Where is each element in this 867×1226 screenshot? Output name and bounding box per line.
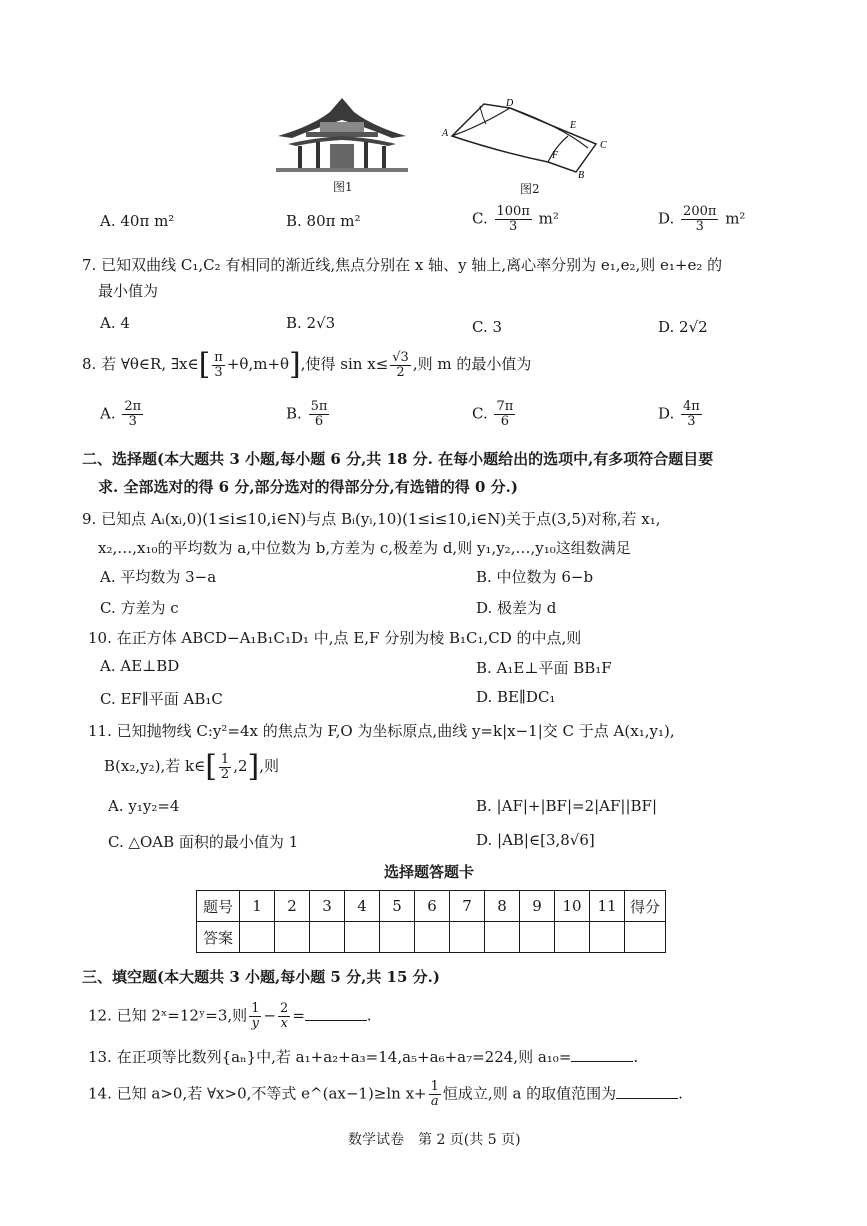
q9-option-c: C. 方差为 c — [100, 599, 179, 617]
q8-c-num: 7π — [496, 399, 514, 414]
answer-card-number: 3 — [310, 891, 345, 922]
q8-suffix2: ,则 m 的最小值为 — [412, 355, 532, 373]
q8-sqrt-num: √3 — [392, 349, 409, 365]
q6-c-fraction — [495, 205, 532, 234]
score-cell[interactable] — [625, 922, 666, 953]
q8-b-num: 5π — [310, 399, 328, 414]
q6-c-num: 100π — [496, 204, 530, 219]
q14-answer-blank[interactable] — [616, 1084, 678, 1099]
q6-c-den: 3 — [509, 219, 518, 234]
q11-option-a: A. y₁y₂=4 — [108, 797, 180, 815]
q6-d-num: 200π — [683, 204, 717, 219]
answer-card-row2-head: 答案 — [197, 922, 240, 953]
answer-cell[interactable] — [310, 922, 345, 953]
fig2-label-f: F — [552, 150, 559, 161]
q14-pre: 14. 已知 a>0,若 ∀x>0,不等式 e^(ax−1)≥ln x+ — [88, 1084, 427, 1103]
q8-option-b: B. $\frac{5\pi}{6}$ — [286, 399, 328, 429]
q10-option-b: B. A₁E⊥平面 BB₁F — [476, 659, 612, 677]
q11-option-d: D. |AB|∈[3,8√6] — [476, 831, 595, 849]
answer-card-table — [196, 890, 666, 953]
q12-f1-num: 1 — [251, 1001, 260, 1016]
q8-b-den: 6 — [314, 414, 324, 429]
q11-frac-den: 2 — [220, 766, 230, 782]
q6-c-unit: m² — [538, 209, 559, 228]
answer-card-number: 1 — [240, 891, 275, 922]
q8-interval-mid: ,m+θ — [248, 355, 290, 373]
q8-d-den: 3 — [687, 414, 696, 429]
answer-card-number: 7 — [450, 891, 485, 922]
figure-2-roof-diagram — [440, 96, 616, 178]
answer-card-number: 10 — [555, 891, 590, 922]
q14-f-den: a — [430, 1094, 439, 1109]
q11-stem-line2 — [104, 749, 279, 784]
q6-d-prefix: D. — [658, 209, 675, 228]
answer-cell[interactable] — [275, 922, 310, 953]
q7-option-d: D. 2√2 — [658, 318, 708, 336]
answer-cell[interactable] — [520, 922, 555, 953]
q6-d-den: 3 — [695, 219, 704, 234]
section-3-heading: 三、填空题(本大题共 3 小题,每小题 5 分,共 15 分.) — [82, 968, 440, 986]
q10-stem: 10. 在正方体 ABCD−A₁B₁C₁D₁ 中,点 E,F 分别为棱 B₁C₁,CD 的中点,则 — [88, 629, 582, 647]
figure-2-caption: 图2 — [520, 182, 540, 196]
q14-f-num: 1 — [430, 1079, 439, 1094]
q14-post: 恒成立,则 a 的取值范围为 — [442, 1084, 617, 1103]
fig2-label-c: C — [600, 140, 607, 151]
q12-stem — [88, 1002, 372, 1031]
q8-option-d: D. $\frac{4\pi}{3}$ — [658, 399, 700, 429]
q8-sqrt-den: 2 — [396, 364, 405, 380]
q11-line2-pre: B(x₂,y₂),若 k∈ — [104, 757, 206, 775]
fig2-label-d: D — [506, 98, 514, 109]
q12-end: . — [366, 1006, 372, 1025]
q8-d-num: 4π — [683, 399, 700, 414]
q8-left-bracket: [ — [198, 347, 211, 382]
q11-line2-tail: ,2 — [233, 757, 248, 775]
answer-card-number: 4 — [345, 891, 380, 922]
q13-stem — [88, 1046, 638, 1067]
q11-stem-line1: 11. 已知抛物线 C:y²=4x 的焦点为 F,O 为坐标原点,曲线 y=k|x−1|交 C 于点 A(x₁,y₁), — [88, 722, 675, 740]
q10-option-a: A. AE⊥BD — [100, 657, 180, 675]
q6-c-prefix: C. — [472, 209, 488, 228]
q9-stem-line1: 9. 已知点 Aᵢ(xᵢ,0)(1≤i≤10,i∈N)与点 Bᵢ(yᵢ,10)(1≤i≤10,i∈N)关于点(3,5)对称,若 x₁, — [82, 510, 661, 528]
q10-option-d: D. BE∥DC₁ — [476, 688, 556, 706]
q10-option-c: C. EF∥平面 AB₁C — [100, 690, 223, 708]
q13-end: . — [633, 1048, 639, 1066]
q9-option-a: A. 平均数为 3−a — [100, 568, 217, 586]
answer-card-number: 11 — [590, 891, 625, 922]
q11-right-bracket: ] — [247, 749, 260, 784]
answer-cell[interactable] — [590, 922, 625, 953]
q11-fraction — [219, 753, 231, 782]
q6-d-fraction — [681, 205, 718, 234]
q14-stem — [88, 1080, 683, 1109]
q8-c-den: 6 — [500, 414, 510, 429]
answer-card-number: 5 — [380, 891, 415, 922]
q8-interval-tail: +θ — [226, 355, 249, 373]
q11-option-b: B. |AF|+|BF|=2|AF||BF| — [476, 797, 658, 815]
q7-option-b: B. 2√3 — [286, 314, 336, 332]
answer-card-number: 2 — [275, 891, 310, 922]
q6-option-a: A. 40π m² — [100, 212, 175, 230]
q8-right-bracket: ] — [289, 347, 301, 382]
q8-option-a: A. $\frac{2\pi}{3}$ — [100, 399, 142, 429]
q8-interval-fraction — [212, 351, 225, 380]
q6-option-c — [472, 205, 559, 234]
q12-f1-den: y — [251, 1016, 259, 1031]
q12-fraction-1 — [249, 1002, 261, 1031]
q7-stem-line2: 最小值为 — [98, 282, 159, 300]
q11-line2-post: ,则 — [259, 757, 279, 775]
q12-f2-num: 2 — [280, 1001, 289, 1016]
q8-a-num: 2π — [124, 399, 142, 414]
answer-card-number: 9 — [520, 891, 555, 922]
page-footer: 数学试卷 第 2 页(共 5 页) — [348, 1132, 521, 1148]
answer-card-number-row — [197, 891, 666, 922]
answer-cell[interactable] — [240, 922, 275, 953]
q6-option-d — [658, 205, 745, 234]
q8-suffix1: ,使得 sin x≤ — [300, 355, 389, 373]
q12-minus: − — [263, 1006, 277, 1025]
answer-cell[interactable] — [555, 922, 590, 953]
q12-pre: 12. 已知 2ˣ=12ʸ=3,则 — [88, 1006, 248, 1025]
q8-prefix: 8. 若 ∀θ∈R, ∃x∈ — [82, 355, 199, 373]
q6-d-unit: m² — [725, 209, 746, 228]
fig2-label-b: B — [578, 170, 585, 178]
q13-answer-blank[interactable] — [571, 1047, 633, 1062]
q6-option-b: B. 80π m² — [286, 212, 361, 230]
fig2-label-e: E — [570, 120, 577, 131]
answer-cell[interactable] — [450, 922, 485, 953]
fig2-label-a: A — [442, 128, 449, 139]
q11-frac-num: 1 — [220, 751, 230, 767]
q12-equals: = — [292, 1006, 305, 1025]
answer-card-number: 6 — [415, 891, 450, 922]
q8-interval-den: 3 — [214, 364, 223, 380]
q12-fraction-2 — [278, 1002, 290, 1031]
q8-a-den: 3 — [128, 414, 137, 429]
answer-card-row1-head: 题号 — [197, 891, 240, 922]
q8-option-c: C. $\frac{7\pi}{6}$ — [472, 399, 514, 429]
figure-1-temple — [272, 92, 412, 174]
answer-cell[interactable] — [415, 922, 450, 953]
q8-stem — [82, 347, 532, 382]
q14-fraction — [429, 1080, 441, 1109]
answer-cell[interactable] — [380, 922, 415, 953]
q7-option-a: A. 4 — [100, 314, 130, 332]
q11-left-bracket: [ — [205, 749, 217, 784]
answer-card-score-label: 得分 — [625, 891, 666, 922]
answer-cell[interactable] — [345, 922, 380, 953]
section-2-heading-line1: 二、选择题(本大题共 3 小题,每小题 6 分,共 18 分. 在每小题给出的选项中,有多项符合题目要 — [82, 450, 714, 468]
q7-option-c: C. 3 — [472, 318, 503, 336]
figure-1-caption: 图1 — [333, 180, 353, 194]
q12-f2-den: x — [280, 1016, 288, 1031]
q8-interval-num: π — [214, 349, 223, 365]
section-2-heading-line2: 求. 全部选对的得 6 分,部分选对的得部分分,有选错的得 0 分.) — [98, 478, 518, 496]
q9-stem-line2: x₂,…,x₁₀的平均数为 a,中位数为 b,方差为 c,极差为 d,则 y₁,y₂,…,y₁₀这组数满足 — [98, 539, 631, 557]
answer-card-number: 8 — [485, 891, 520, 922]
q7-stem-line1: 7. 已知双曲线 C₁,C₂ 有相同的渐近线,焦点分别在 x 轴、y 轴上,离心率分别为 e₁,e₂,则 e₁+e₂ 的 — [82, 256, 723, 274]
answer-card-title: 选择题答题卡 — [384, 863, 475, 881]
q11-option-c: C. △OAB 面积的最小值为 1 — [108, 833, 299, 851]
q13-text: 13. 在正项等比数列{aₙ}中,若 a₁+a₂+a₃=14,a₅+a₆+a₇=224,则 a₁₀= — [88, 1048, 572, 1066]
q12-answer-blank[interactable] — [305, 1006, 367, 1021]
q9-option-d: D. 极差为 d — [476, 599, 557, 617]
answer-cell[interactable] — [485, 922, 520, 953]
q8-sqrt-fraction — [390, 351, 411, 380]
answer-card-answer-row — [197, 922, 666, 953]
q9-option-b: B. 中位数为 6−b — [476, 568, 594, 586]
q14-end: . — [678, 1084, 683, 1103]
